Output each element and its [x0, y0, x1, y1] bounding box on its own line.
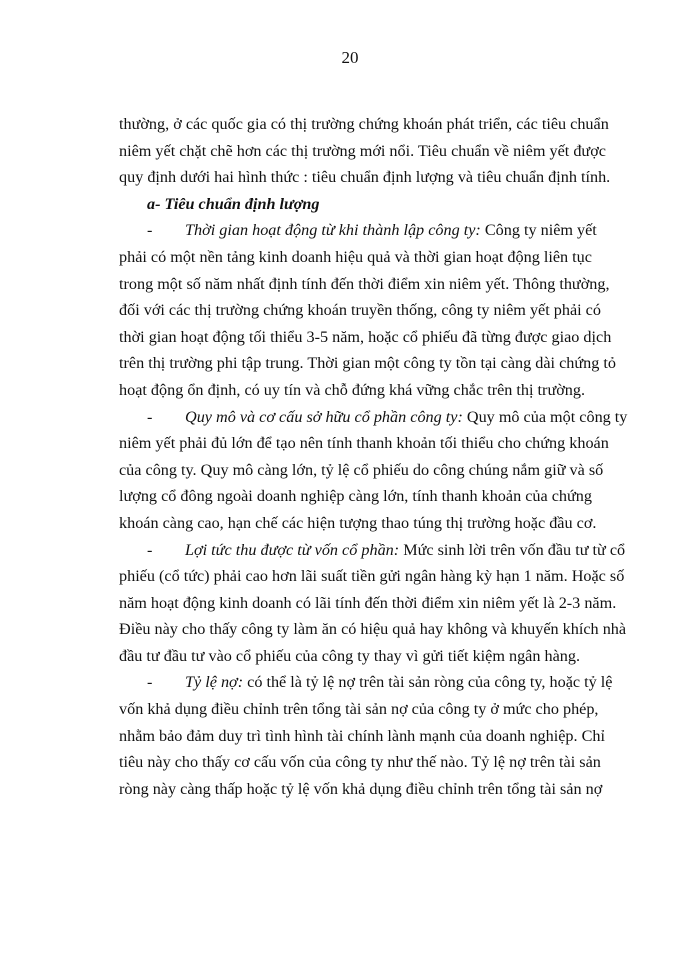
text-line: năm hoạt động kinh doanh có lãi tính đến thời điểm xin niêm yết là 2-3 năm.: [119, 593, 617, 612]
text-line: trên thị trường phi tập trung. Thời gian một công ty tồn tại càng dài chứng tỏ: [119, 354, 616, 373]
text-line: niêm yết phải đủ lớn để tạo nên tính thanh khoản tối thiểu cho chứng khoán: [119, 434, 609, 453]
item-title: Thời gian hoạt động từ khi thành lập công ty:: [185, 221, 481, 240]
item-text: có thể là tỷ lệ nợ trên tài sản ròng của công ty, hoặc tỷ lệ: [243, 673, 613, 692]
text-line: phải có một nền tảng kinh doanh hiệu quả và thời gian hoạt động liên tục: [119, 247, 592, 266]
list-item-first-line: [119, 217, 597, 244]
text-line: thời gian hoạt động tối thiểu 3-5 năm, hoặc cổ phiếu đã từng được giao dịch: [119, 327, 612, 346]
item-text: Mức sinh lời trên vốn đầu tư từ cổ: [399, 540, 626, 559]
text-line: ròng này càng thấp hoặc tỷ lệ vốn khả dụng điều chỉnh trên tổng tài sản nợ: [119, 779, 603, 798]
text-line: khoán càng cao, hạn chế các hiện tượng thao túng thị trường hoặc đầu cơ.: [119, 513, 597, 532]
text-line: đầu tư đầu tư vào cổ phiếu của công ty thay vì gửi tiết kiệm ngân hàng.: [119, 646, 581, 665]
dash-marker: -: [147, 407, 153, 426]
list-item-first-line: [119, 404, 628, 431]
page-number: 20: [341, 48, 359, 67]
item-title: Lợi tức thu được từ vốn cổ phần:: [185, 540, 400, 559]
text-line: nhằm bảo đảm duy trì tình hình tài chính lành mạnh của doanh nghiệp. Chỉ: [119, 726, 605, 745]
text-line: Điều này cho thấy công ty làm ăn có hiệu quả hay không và khuyến khích nhà: [119, 620, 627, 639]
text-line: đối với các thị trường chứng khoán truyền thống, công ty niêm yết phải có: [119, 301, 601, 320]
item-text: Công ty niêm yết: [480, 221, 597, 240]
dash-marker: -: [147, 221, 153, 240]
text-line: phiếu (cổ tức) phải cao hơn lãi suất tiền gửi ngân hàng kỳ hạn 1 năm. Hoặc số: [119, 567, 625, 586]
text-line: trong một số năm nhất định tính đến thời điểm xin niêm yết. Thông thường,: [119, 274, 610, 293]
text-line: vốn khả dụng điều chỉnh trên tổng tài sản nợ của công ty ở mức cho phép,: [119, 700, 599, 719]
list-item-first-line: [119, 537, 626, 564]
dash-marker: -: [147, 673, 153, 692]
list-item-first-line: [119, 669, 613, 696]
text-line: niêm yết chặt chẽ hơn các thị trường mới nổi. Tiêu chuẩn về niêm yết được: [119, 141, 606, 160]
text-line: hoạt động ổn định, có uy tín và chỗ đứng khá vững chắc trên thị trường.: [119, 380, 586, 399]
text-line: lượng cổ đông ngoài doanh nghiệp càng lớn, tính thanh khoản của chứng: [119, 487, 592, 506]
dash-marker: -: [147, 540, 153, 559]
text-line: tiêu này cho thấy cơ cấu vốn của công ty như thế nào. Tỷ lệ nợ trên tài sản: [119, 753, 601, 772]
text-line: của công ty. Quy mô càng lớn, tỷ lệ cổ phiếu do công chúng nắm giữ và số: [119, 460, 604, 479]
text-line: quy định dưới hai hình thức : tiêu chuẩn định lượng và tiêu chuẩn định tính.: [119, 168, 611, 187]
text-line: thường, ở các quốc gia có thị trường chứng khoán phát triển, các tiêu chuẩn: [119, 115, 609, 133]
item-title: Quy mô và cơ cấu sở hữu cổ phần công ty:: [185, 407, 463, 426]
item-title: Tỷ lệ nợ:: [185, 673, 244, 692]
section-heading: a- Tiêu chuẩn định lượng: [147, 194, 320, 213]
document-body: [119, 111, 628, 802]
item-text: Quy mô của một công ty: [462, 407, 628, 426]
